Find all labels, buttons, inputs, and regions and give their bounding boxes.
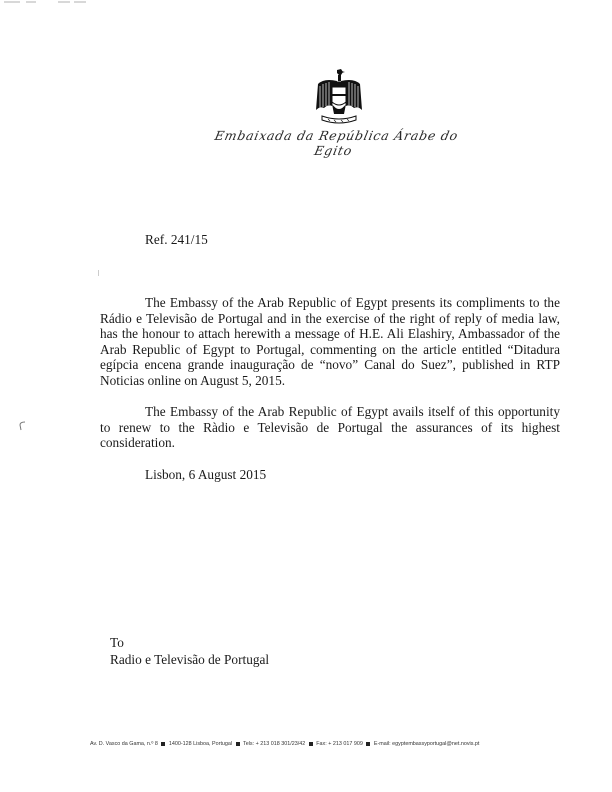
footer-fax: Fax: + 213 017 909 [316, 741, 363, 747]
footer-email: E-mail: egyptembassyportugal@net.novis.pt [373, 741, 480, 747]
embassy-script-name: Embaixada da República Árabe do Egito [213, 128, 460, 158]
addressee-name: Radio e Televisão de Portugal [110, 652, 270, 667]
eagle-emblem-icon [310, 66, 368, 128]
body-paragraph-1: The Embassy of the Arab Republic of Egypt presents its compliments to the Rádio e Televisão de Portugal and in the exercise of the right of reply of media law, has the honour to attach herewith a message of H.E. Ali Elashiry, Ambassador of the Arab Republic of Egypt to Portugal, commenting on the article entitled “Ditadura egípcia encena grande inauguração de “novo” Canal do Suez”, published in RTP Noticias online on August 5, 2015. [100, 295, 560, 388]
body-paragraph-2: The Embassy of the Arab Republic of Egypt avails itself of this opportunity to renew to the Ràdio e Televisão de Portugal the assurances of its highest consideration. [100, 404, 560, 451]
scan-artifact [98, 270, 99, 276]
reference-number: Ref. 241/15 [145, 232, 208, 247]
dateline: Lisbon, 6 August 2015 [145, 467, 267, 482]
addressee-label: To [110, 635, 124, 650]
footer-phones: Tels: + 213 018 301/23/42 [243, 741, 306, 747]
bullet-square-icon [309, 742, 313, 746]
footer-address: Av. D. Vasco da Gama, n.º 8 [90, 741, 158, 747]
bullet-square-icon [366, 742, 370, 746]
scan-artifact [18, 421, 26, 431]
bullet-square-icon [161, 742, 165, 746]
footer-city: 1400-128 Lisboa, Portugal [168, 741, 233, 747]
letterhead-footer [90, 741, 550, 747]
scan-artifact [0, 0, 120, 6]
bullet-square-icon [236, 742, 240, 746]
